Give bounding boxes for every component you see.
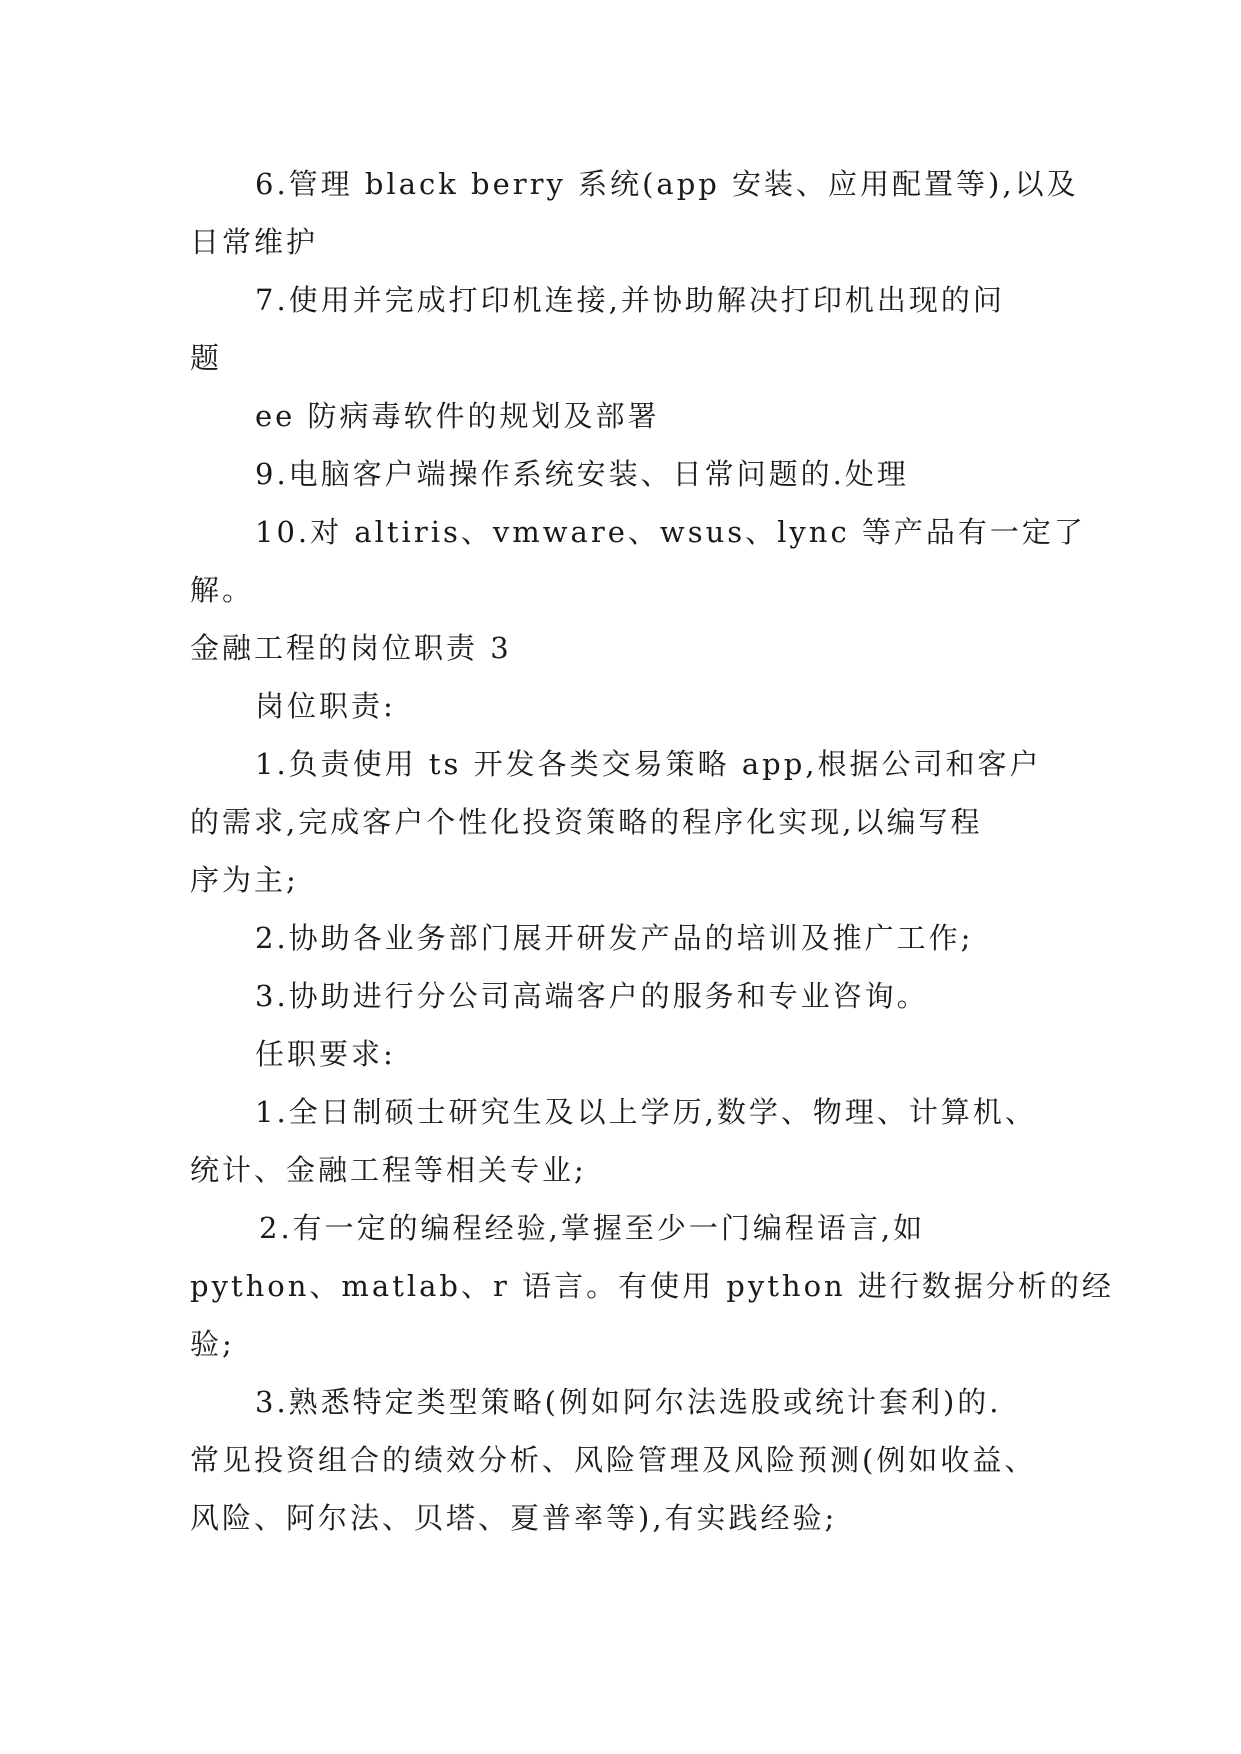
paragraph-line: ee 防病毒软件的规划及部署 (255, 399, 660, 433)
subheading: 任职要求: (255, 1037, 396, 1071)
paragraph-line: 常见投资组合的绩效分析、风险管理及风险预测(例如收益、 (190, 1443, 1037, 1477)
paragraph-line: 6.管理 black berry 系统(app 安装、应用配置等),以及 (255, 167, 1079, 201)
paragraph-line: 2.有一定的编程经验,掌握至少一门编程语言,如 (259, 1211, 926, 1245)
paragraph-line: 7.使用并完成打印机连接,并协助解决打印机出现的问 (255, 283, 1005, 317)
paragraph-line: 统计、金融工程等相关专业; (190, 1153, 587, 1187)
paragraph-line: 风险、阿尔法、贝塔、夏普率等),有实践经验; (190, 1501, 838, 1535)
paragraph-line: 3.协助进行分公司高端客户的服务和专业咨询。 (255, 979, 929, 1013)
paragraph-line: 3.熟悉特定类型策略(例如阿尔法选股或统计套利)的. (255, 1385, 1002, 1419)
paragraph-line: python、matlab、r 语言。有使用 python 进行数据分析的经 (190, 1269, 1114, 1303)
subheading: 岗位职责: (255, 689, 396, 723)
paragraph-line: 序为主; (190, 863, 299, 897)
paragraph-line: 验; (190, 1327, 235, 1361)
paragraph-line: 9.电脑客户端操作系统安装、日常问题的.处理 (255, 457, 909, 491)
paragraph-line: 1.全日制硕士研究生及以上学历,数学、物理、计算机、 (255, 1095, 1037, 1129)
section-heading: 金融工程的岗位职责 3 (190, 631, 512, 665)
paragraph-line: 10.对 altiris、vmware、wsus、lync 等产品有一定了 (255, 515, 1086, 549)
paragraph-line: 解。 (190, 573, 255, 607)
paragraph-line: 日常维护 (190, 225, 319, 259)
paragraph-line: 1.负责使用 ts 开发各类交易策略 app,根据公司和客户 (255, 747, 1042, 781)
paragraph-line: 题 (190, 341, 223, 375)
paragraph-line: 2.协助各业务部门展开研发产品的培训及推广工作; (255, 921, 974, 955)
paragraph-line: 的需求,完成客户个性化投资策略的程序化实现,以编写程 (190, 805, 983, 839)
